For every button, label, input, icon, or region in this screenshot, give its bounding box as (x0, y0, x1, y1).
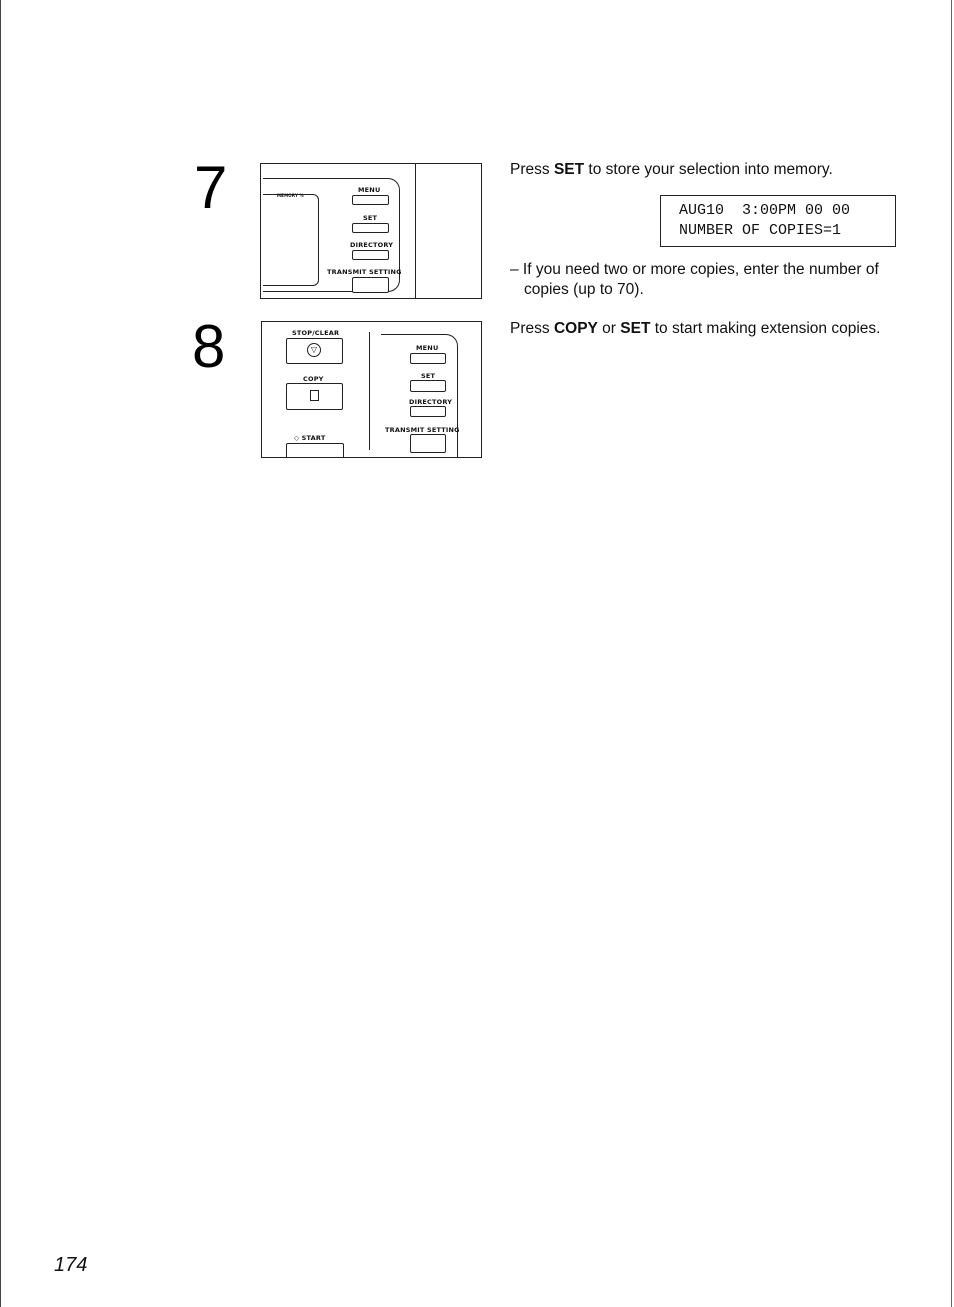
menu-button-8[interactable] (410, 353, 446, 364)
copy-icon (310, 390, 319, 401)
set-key-text: SET (553, 161, 585, 178)
copies-note: – If you need two or more copies, enter the number of copies (up to 70). (510, 261, 879, 298)
start-label: ◇ START (294, 434, 326, 442)
directory-button-8[interactable] (410, 406, 446, 417)
set-label-8: SET (421, 372, 436, 380)
transmit-setting-label-8: TRANSMIT SETTING (385, 426, 460, 434)
start-button[interactable] (286, 443, 344, 457)
step-8-instruction: Press COPY or SET to start making extension copies. (510, 320, 881, 337)
copy-button[interactable] (286, 383, 343, 410)
lcd-line-2: NUMBER OF COPIES=1 (679, 222, 842, 239)
lcd-line-1: AUG10 3:00PM 00 00 (679, 202, 851, 219)
step-7-instruction: Press SET to store your selection into memory. (510, 161, 833, 178)
transmit-setting-button[interactable] (352, 277, 389, 293)
step-7-control-panel-illustration (260, 163, 482, 299)
set-button[interactable] (352, 223, 389, 233)
set-key-text-8: SET (620, 320, 651, 337)
step-8-control-panel-illustration (261, 321, 482, 458)
transmit-setting-button-8[interactable] (410, 434, 446, 453)
menu-button[interactable] (352, 195, 389, 205)
directory-label-8: DIRECTORY (409, 398, 453, 406)
directory-button[interactable] (352, 250, 389, 260)
page-number: 174 (54, 1254, 88, 1276)
stop-clear-label: STOP/CLEAR (292, 329, 340, 337)
directory-label: DIRECTORY (350, 241, 394, 249)
menu-label-8: MENU (416, 344, 439, 352)
set-button-8[interactable] (410, 380, 446, 392)
copy-label: COPY (303, 375, 324, 383)
stop-clear-button[interactable] (286, 338, 343, 364)
memory-label: MEMORY % (277, 193, 304, 198)
scan-edge-right (951, 0, 952, 1307)
display-window-inner (263, 194, 319, 286)
transmit-setting-label: TRANSMIT SETTING (327, 268, 402, 276)
step-7-number: 7 (194, 154, 228, 221)
menu-label: MENU (358, 186, 381, 194)
scan-edge-left (0, 0, 1, 1307)
set-label: SET (363, 214, 378, 222)
lcd-display (660, 195, 896, 247)
panel-divider-left (369, 332, 370, 450)
panel-divider (415, 164, 416, 298)
stop-icon: ▽ (307, 343, 321, 357)
copy-key-text: COPY (553, 320, 598, 337)
step-8-number: 8 (192, 313, 226, 380)
